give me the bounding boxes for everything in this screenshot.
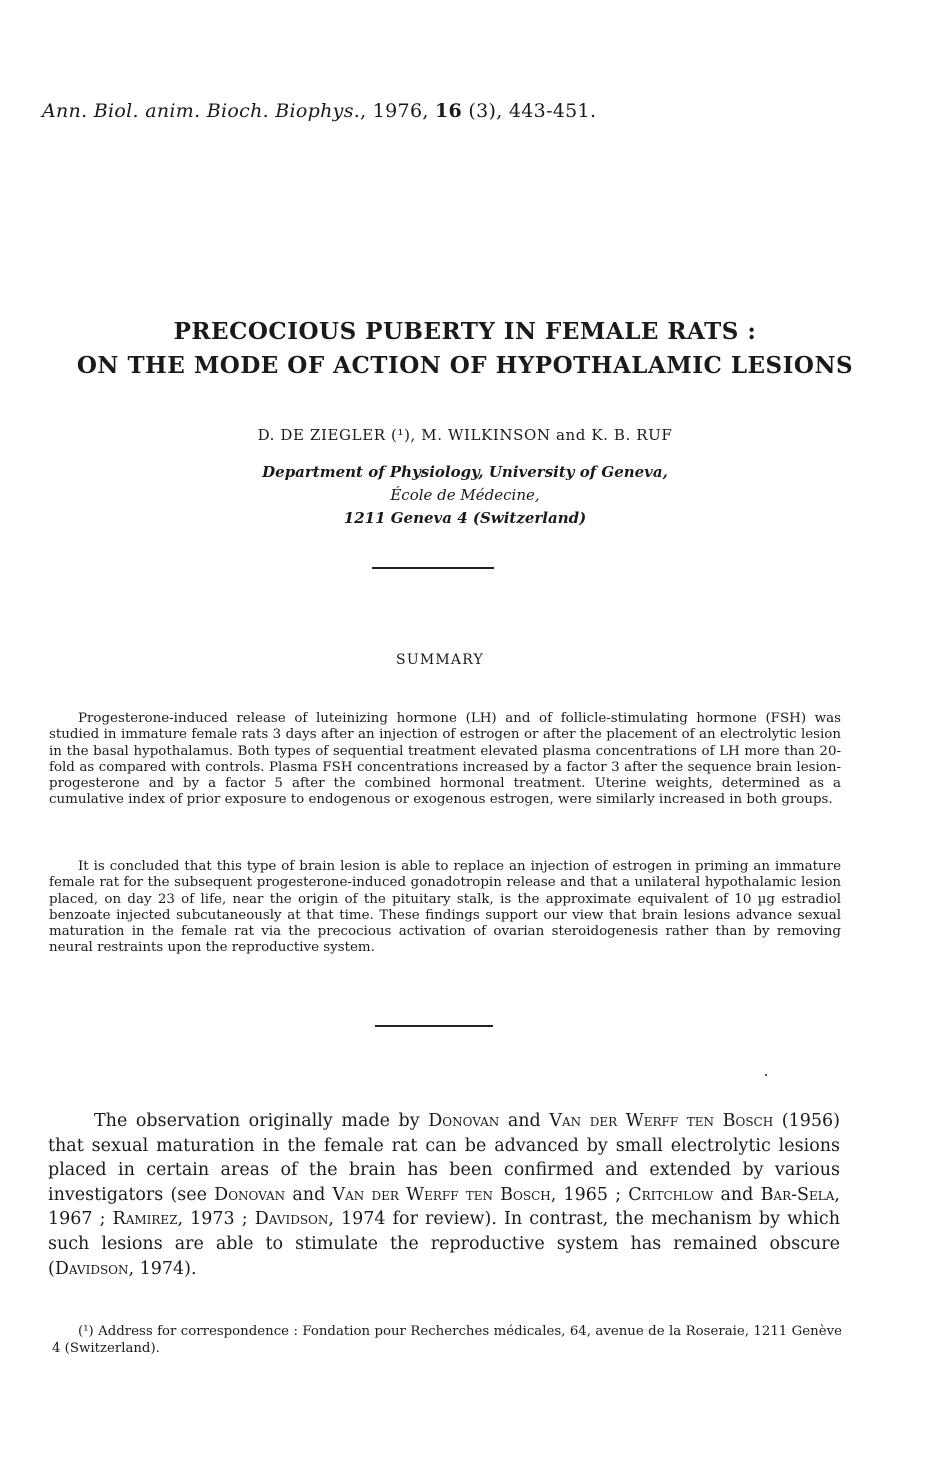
author-name: Ramirez [112, 1209, 178, 1230]
author-list: D. DE ZIEGLER (¹), M. WILKINSON and K. B. RUF [257, 426, 673, 444]
summary-text-2: It is concluded that this type of brain lesion is able to replace an injection of estrogen in priming an immature female rat for the subsequent progesterone-induced gonadotropin release and that a unilateral hypothalamic lesion placed, on day 23 of life, near the origin of the pituitary stalk, is the approximate equivalent of 10 µg estradiol benzoate injected subcutaneously at that time. These findings support our view that brain lesions advance sexual maturation in the female rat via the precocious activation of ovarian steroidogenesis rather than by removing neural restraints upon the reproductive system. [49, 859, 841, 956]
journal-issue-pages: (3), 443-451. [468, 100, 597, 122]
author-name: Van der Werff ten Bosch [549, 1111, 774, 1131]
summary-text-1: Progesterone-induced release of luteinizing hormone (LH) and of follicle-stimulating hormone (FSH) was studied in immature female rats 3 days after an injection of estrogen or after the placement of an electrolytic lesion in the basal hypothalamus. Both types of sequential treatment elevated plasma concentrations of LH more than 20-fold as compared with controls. Plasma FSH concentrations increased by a factor 3 after the sequence brain lesion-progesterone and by a factor 5 after the combined hormonal treatment. Uterine weights, determined as a cumulative index of prior exposure to endogenous or exogenous estrogen, were similarly increased in both groups. [49, 711, 841, 808]
journal-name: Ann. Biol. anim. Bioch. Biophys. [42, 100, 361, 122]
author-name: Van der Werff ten Bosch [332, 1184, 551, 1205]
article-title-line2: ON THE MODE OF ACTION OF HYPOTHALAMIC LESIONS [76, 352, 854, 379]
author-name: Donovan [428, 1111, 500, 1131]
separator-rule-bottom [375, 1025, 493, 1027]
journal-volume: 16 [435, 100, 463, 122]
affiliation-address: 1211 Geneva 4 (Switzerland) [343, 509, 587, 527]
body-text-run: , 1974 for review). In contrast, the mechanism by which such lesions are able to stimulate the reproductive system has remained obscure ( [48, 1209, 840, 1279]
body-text-run: and [713, 1184, 761, 1205]
author-name: Davidson [54, 1258, 129, 1279]
journal-year: , 1976, [360, 100, 429, 122]
article-title-line1: PRECOCIOUS PUBERTY IN FEMALE RATS : [173, 318, 757, 345]
author-name: Donovan [214, 1184, 286, 1205]
author-name: Bar-Sela [760, 1184, 835, 1205]
body-text-run: and [499, 1111, 550, 1131]
journal-citation [42, 100, 596, 122]
affiliation-school: École de Médecine, [390, 486, 540, 504]
body-text-run: The observation originally made by [94, 1111, 429, 1131]
footnote-text: (¹) Address for correspondence : Fondation pour Recherches médicales, 64, avenue de la Roseraie, 1211 Genève 4 (Switzerland). [52, 1324, 842, 1356]
body-text-run: , 1973 ; [177, 1209, 255, 1230]
summary-paragraph-2 [49, 859, 841, 957]
author-name: Critchlow [628, 1184, 714, 1205]
body-text-run: , 1974). [128, 1258, 197, 1279]
body-text-run: , 1965 ; [550, 1184, 629, 1205]
print-speck [765, 1074, 767, 1076]
body-text-run: , 1967 ; [48, 1184, 840, 1230]
summary-heading: SUMMARY [396, 652, 484, 668]
introduction-text [48, 1109, 840, 1281]
footnote [52, 1324, 842, 1357]
summary-paragraph-1 [49, 711, 841, 809]
body-text-run: and [285, 1184, 333, 1205]
body-text-run: (1956) that sexual maturation in the female rat can be advanced by small electrolytic lesions placed in certain areas of the brain has been confirmed and extended by various investigators (see [48, 1111, 840, 1205]
affiliation-department: Department of Physiology, University of Geneva, [262, 463, 668, 481]
separator-rule-top [372, 567, 494, 569]
author-name: Davidson [254, 1209, 329, 1230]
introduction-paragraph [48, 1109, 840, 1281]
